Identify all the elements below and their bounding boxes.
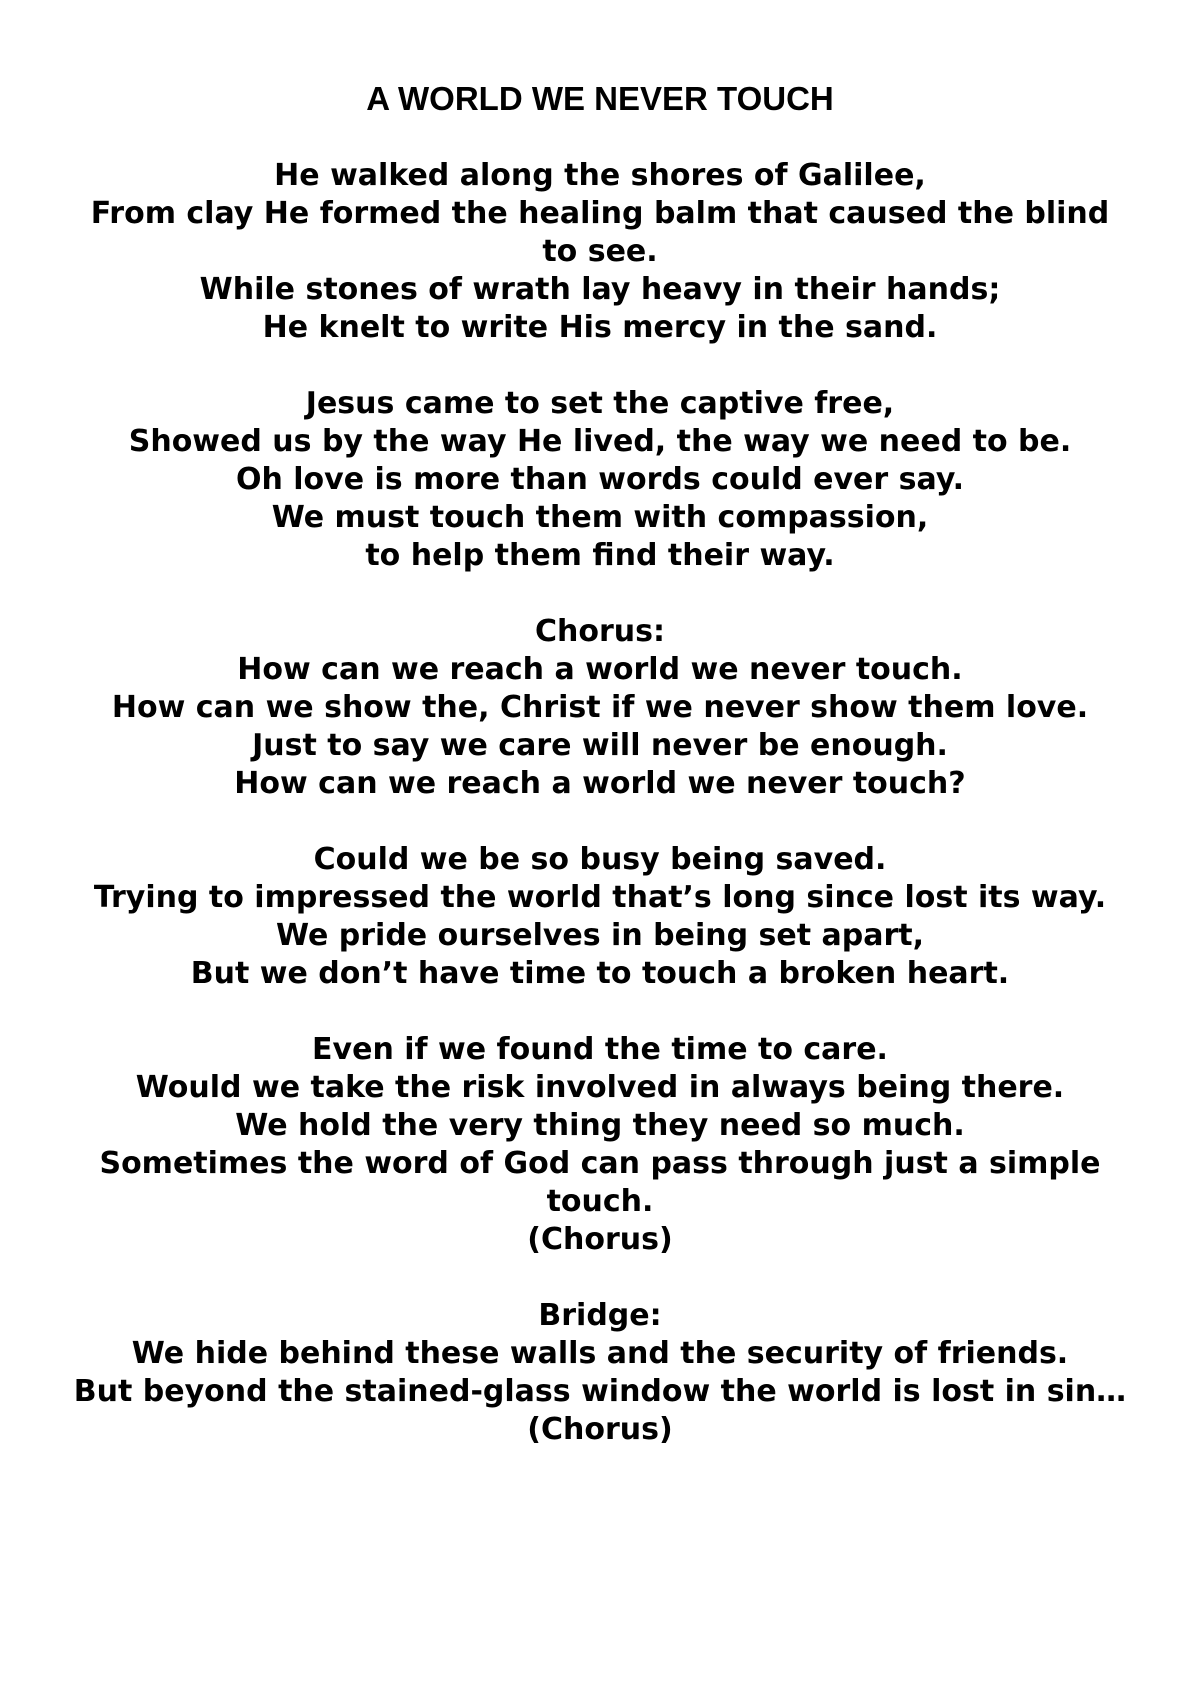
lyric-line: Even if we found the time to care. <box>312 1032 888 1067</box>
lyric-line: Trying to impressed the world that’s long since lost its way. <box>93 880 1107 915</box>
lyric-line: He walked along the shores of Galilee, <box>274 158 926 193</box>
lyric-line: We must touch them with compassion, <box>271 500 929 535</box>
lyric-line: Oh love is more than words could ever say. <box>235 462 965 497</box>
verse-4 <box>70 1031 1130 1259</box>
lyric-line: to help them find their way. <box>365 538 835 573</box>
lyric-line: But we don’t have time to touch a broken heart. <box>190 956 1010 991</box>
lyric-line: Would we take the risk involved in always being there. <box>135 1070 1065 1105</box>
lyric-line: Just to say we care will never be enough. <box>252 728 948 763</box>
lyric-line: How can we reach a world we never touch? <box>234 766 966 801</box>
chorus-reference: (Chorus) <box>527 1412 673 1447</box>
bridge <box>70 1297 1130 1449</box>
song-title: A WORLD WE NEVER TOUCH <box>366 80 834 117</box>
lyric-line: From clay He formed the healing balm that caused the blind to see. <box>90 196 1110 269</box>
verse-1 <box>70 157 1130 347</box>
verse-3 <box>70 841 1130 993</box>
lyric-line: How can we reach a world we never touch. <box>237 652 963 687</box>
lyric-line: We pride ourselves in being set apart, <box>275 918 925 953</box>
lyric-line: We hide behind these walls and the security of friends. <box>131 1336 1069 1371</box>
lyric-line: How can we show the, Christ if we never show them love. <box>111 690 1089 725</box>
chorus-label: Chorus: <box>535 614 665 649</box>
lyric-line: Showed us by the way He lived, the way we need to be. <box>128 424 1072 459</box>
lyric-line: Sometimes the word of God can pass through just a simple touch. <box>99 1146 1101 1219</box>
lyric-line: While stones of wrath lay heavy in their hands; <box>199 272 1001 307</box>
verse-2 <box>70 385 1130 575</box>
lyric-line: Could we be so busy being saved. <box>313 842 887 877</box>
lyric-line: He knelt to write His mercy in the sand. <box>262 310 938 345</box>
chorus-reference: (Chorus) <box>527 1222 673 1257</box>
lyric-line: We hold the very thing they need so much. <box>235 1108 965 1143</box>
lyric-line: But beyond the stained-glass window the world is lost in sin… <box>73 1374 1127 1409</box>
bridge-label: Bridge: <box>538 1298 662 1333</box>
lyric-line: Jesus came to set the captive free, <box>305 386 895 421</box>
chorus <box>70 613 1130 803</box>
lyrics-body <box>70 157 1130 1487</box>
